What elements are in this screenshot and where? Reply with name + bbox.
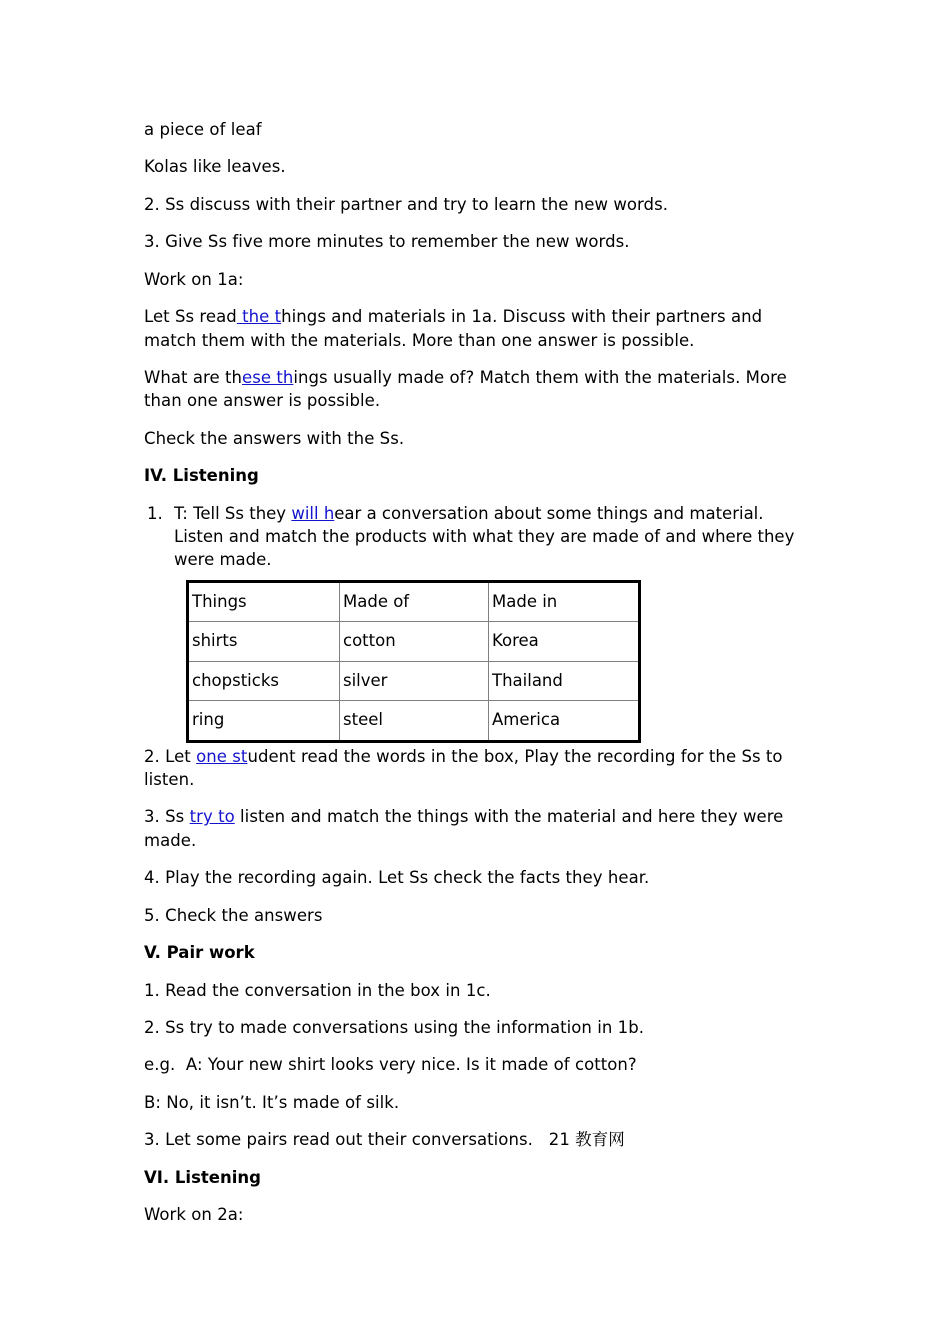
paragraph-step-3-five-minutes: 3. Give Ss five more minutes to remember the new words. — [144, 232, 630, 252]
table-header-cell: Made of — [340, 581, 489, 621]
paragraph-pair-work-2: 2. Ss try to made conversations using the information in 1b. — [144, 1017, 645, 1037]
table-row — [188, 701, 640, 741]
text-segment-after: ear a conversation about some things and material. Listen and match the products with what they are made of and where they were made. — [174, 503, 795, 570]
table-cell: ring — [188, 701, 340, 741]
things-table-wrapper — [186, 580, 805, 743]
hyperlink-ese-th[interactable]: ese th — [242, 367, 294, 387]
paragraph-pair-work-3 — [144, 1128, 805, 1151]
text-segment-after: udent read the words in the box, Play the recording for the Ss to listen. — [144, 746, 783, 790]
hyperlink-the-t[interactable]: the t — [236, 307, 282, 327]
table-header-row — [188, 581, 640, 621]
things-materials-table — [186, 580, 641, 743]
paragraph-pair-work-example-b: B: No, it isn’t. It’s made of silk. — [144, 1092, 400, 1112]
paragraph-pair-work-1: 1. Read the conversation in the box in 1c. — [144, 980, 491, 1000]
table-row — [188, 622, 640, 661]
table-cell: shirts — [188, 622, 340, 661]
watermark-21-jiaoyuwang: 21 教育网 — [532, 1130, 625, 1150]
paragraph-what-are-these-things — [144, 366, 805, 413]
table-cell: steel — [340, 701, 489, 741]
paragraph-pair-work-example-a: e.g. A: Your new shirt looks very nice. Is it made of cotton? — [144, 1055, 637, 1075]
table-cell: cotton — [340, 622, 489, 661]
hyperlink-try-to[interactable]: try to — [189, 807, 235, 827]
paragraph-step-4-play-again: 4. Play the recording again. Let Ss check the facts they hear. — [144, 868, 650, 888]
heading-vi-listening: VI. Listening — [144, 1167, 261, 1187]
text-segment-after: ings usually made of? Match them with the materials. More than one answer is possible. — [144, 367, 787, 411]
text-segment-before: Let Ss read — [144, 307, 237, 327]
table-cell: chopsticks — [188, 661, 340, 700]
paragraph-check-the-answers: Check the answers with the Ss. — [144, 428, 405, 448]
hyperlink-will-h[interactable]: will h — [291, 503, 335, 523]
table-cell: Korea — [489, 622, 640, 661]
paragraph-step-5-check-answers: 5. Check the answers — [144, 905, 323, 925]
heading-v-pair-work: V. Pair work — [144, 943, 255, 963]
list-marker: 1. — [147, 503, 163, 523]
text-segment-before: 3. Let some pairs read out their conversations. — [144, 1130, 533, 1150]
text-segment-before: 3. Ss — [144, 807, 190, 827]
paragraph-work-on-1a: Work on 1a: — [144, 269, 244, 289]
heading-iv-listening: IV. Listening — [144, 466, 259, 486]
table-header-cell: Made in — [489, 581, 640, 621]
table-cell: silver — [340, 661, 489, 700]
paragraph-work-on-2a: Work on 2a: — [144, 1205, 244, 1225]
table-header-cell: Things — [188, 581, 340, 621]
paragraph-let-ss-read — [144, 305, 805, 352]
table-cell: America — [489, 701, 640, 741]
list-item-listening-1 — [144, 502, 805, 572]
hyperlink-one-st[interactable]: one st — [196, 746, 248, 766]
text-segment-before: 2. Let — [144, 746, 197, 766]
paragraph-a-piece-of-leaf: a piece of leaf — [144, 120, 262, 139]
table-row — [188, 661, 640, 700]
text-segment-before: What are th — [144, 367, 243, 387]
text-segment-after: listen and match the things with the material and here they were made. — [144, 807, 784, 850]
text-segment-after: hings and materials in 1a. Discuss with their partners and match them with the materials. More than one answer is possible. — [144, 307, 763, 350]
paragraph-step-3-try-to-listen — [144, 805, 805, 852]
paragraph-kolas-like-leaves: Kolas like leaves. — [144, 157, 286, 177]
table-cell: Thailand — [489, 661, 640, 700]
text-segment-before: T: Tell Ss they — [174, 503, 292, 523]
paragraph-step-2-discuss: 2. Ss discuss with their partner and try to learn the new words. — [144, 194, 669, 214]
paragraph-step-2-one-student — [144, 745, 805, 792]
